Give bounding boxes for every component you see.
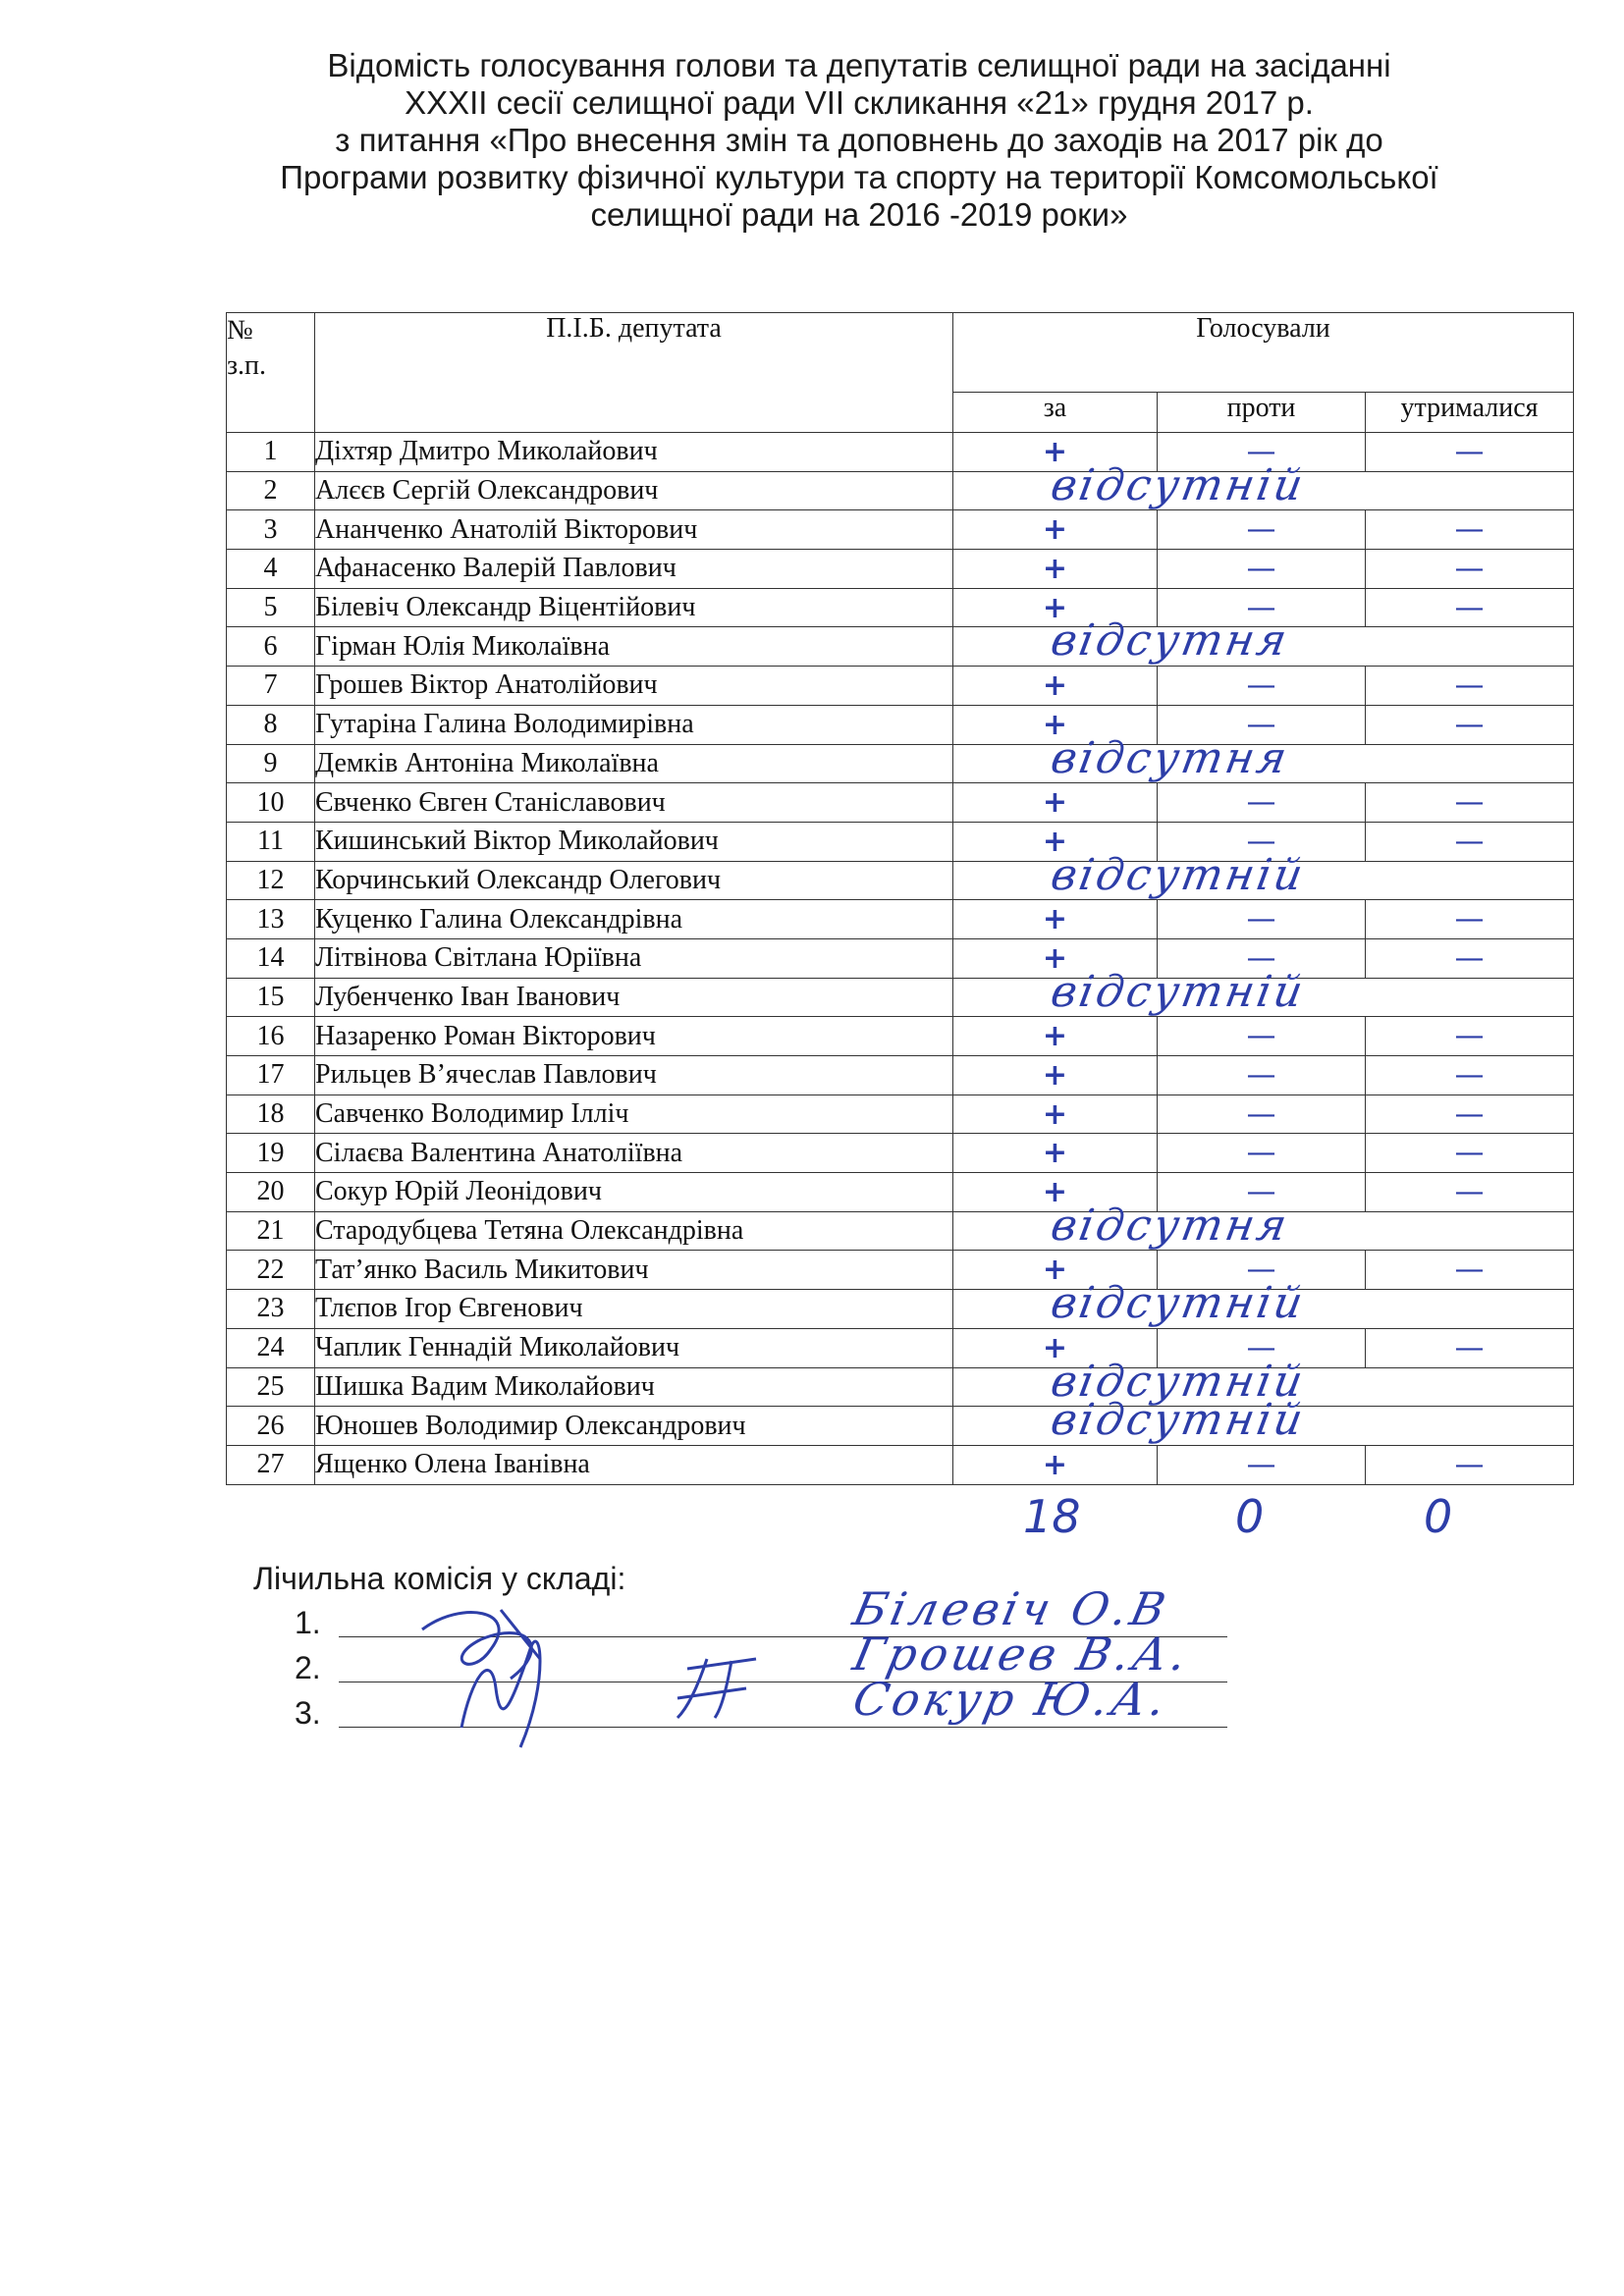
plus-mark: + bbox=[1042, 590, 1068, 625]
header-number-sign: № bbox=[227, 315, 253, 346]
table-row bbox=[227, 978, 1574, 1017]
deputy-name: Чаплик Геннадій Миколайович bbox=[315, 1328, 953, 1367]
plus-mark: + bbox=[1042, 1096, 1068, 1132]
row-number: 22 bbox=[227, 1251, 315, 1290]
table-row bbox=[227, 938, 1574, 978]
absent-cell bbox=[953, 1278, 1574, 1329]
plus-mark: + bbox=[1042, 1057, 1068, 1093]
vote-abstained bbox=[1366, 783, 1574, 823]
dash-mark: — bbox=[1246, 1253, 1276, 1288]
deputy-name: Тлєпов Ігор Євгенович bbox=[315, 1290, 953, 1329]
header-name: П.І.Б. депутата bbox=[315, 313, 953, 433]
row-number: 18 bbox=[227, 1095, 315, 1134]
table-row bbox=[227, 510, 1574, 550]
title-line: Відомість голосування голови та депутатів селищної ради на засіданні bbox=[327, 47, 1391, 83]
signature-number: 2. bbox=[295, 1650, 321, 1685]
header-number bbox=[227, 313, 315, 433]
vote-against bbox=[1158, 550, 1366, 589]
row-number: 4 bbox=[227, 550, 315, 589]
dash-mark: — bbox=[1246, 590, 1276, 625]
vote-for bbox=[953, 667, 1158, 706]
title-line: XXXII сесії селищної ради VII скликання «21» грудня 2017 р. bbox=[405, 84, 1314, 121]
row-number: 12 bbox=[227, 861, 315, 900]
dash-mark: — bbox=[1454, 512, 1485, 548]
table-row bbox=[227, 822, 1574, 861]
table-row bbox=[227, 588, 1574, 627]
absent-note: відсутній bbox=[1047, 849, 1310, 900]
title-line: Програми розвитку фізичної культури та спорту на території Комсомольської bbox=[280, 159, 1438, 195]
row-number: 3 bbox=[227, 510, 315, 550]
vote-against bbox=[1158, 900, 1366, 939]
row-number: 15 bbox=[227, 978, 315, 1017]
dash-mark: — bbox=[1454, 667, 1485, 703]
vote-against bbox=[1158, 510, 1366, 550]
row-number: 20 bbox=[227, 1173, 315, 1212]
absent-note: відсутня bbox=[1047, 615, 1294, 667]
plus-mark: + bbox=[1042, 707, 1068, 742]
vote-against bbox=[1158, 1445, 1366, 1484]
row-number: 8 bbox=[227, 705, 315, 744]
dash-mark: — bbox=[1246, 902, 1276, 937]
vote-against bbox=[1158, 1056, 1366, 1095]
vote-against bbox=[1158, 1134, 1366, 1173]
absent-cell bbox=[953, 459, 1574, 510]
vote-for bbox=[953, 1134, 1158, 1173]
vote-abstained bbox=[1366, 588, 1574, 627]
row-number: 27 bbox=[227, 1445, 315, 1484]
plus-mark: + bbox=[1042, 667, 1068, 703]
deputy-name: Алєєв Сергій Олександрович bbox=[315, 471, 953, 510]
dash-mark: — bbox=[1246, 1330, 1276, 1365]
deputy-name: Рильцев В’ячеслав Павлович bbox=[315, 1056, 953, 1095]
dash-mark: — bbox=[1246, 785, 1276, 821]
total-against: 0 bbox=[1235, 1490, 1265, 1543]
dash-mark: — bbox=[1246, 551, 1276, 586]
dash-mark: — bbox=[1454, 785, 1485, 821]
deputy-name: Демків Антоніна Миколаївна bbox=[315, 744, 953, 783]
absent-cell bbox=[953, 1395, 1574, 1446]
deputy-name: Юношев Володимир Олександрович bbox=[315, 1407, 953, 1446]
dash-mark: — bbox=[1454, 707, 1485, 742]
dash-mark: — bbox=[1246, 1057, 1276, 1093]
vote-abstained bbox=[1366, 1173, 1574, 1212]
table-row bbox=[227, 1445, 1574, 1484]
deputy-name: Гірман Юлія Миколаївна bbox=[315, 627, 953, 667]
table-row bbox=[227, 471, 1574, 510]
absent-note: відсутній bbox=[1047, 459, 1310, 510]
deputy-name: Стародубцева Тетяна Олександрівна bbox=[315, 1211, 953, 1251]
plus-mark: + bbox=[1042, 512, 1068, 548]
deputy-name: Назаренко Роман Вікторович bbox=[315, 1017, 953, 1056]
table-row bbox=[227, 627, 1574, 667]
deputy-name: Шишка Вадим Миколайович bbox=[315, 1367, 953, 1407]
dash-mark: — bbox=[1246, 707, 1276, 742]
absent-note: відсутня bbox=[1047, 1200, 1294, 1251]
header-for: за bbox=[953, 393, 1158, 433]
absent-note: відсутня bbox=[1047, 732, 1294, 783]
table-row bbox=[227, 1173, 1574, 1212]
plus-mark: + bbox=[1042, 551, 1068, 586]
vote-for bbox=[953, 1056, 1158, 1095]
dash-mark: — bbox=[1246, 512, 1276, 548]
deputy-name: Куценко Галина Олександрівна bbox=[315, 900, 953, 939]
dash-mark: — bbox=[1454, 1136, 1485, 1171]
table-row bbox=[227, 1251, 1574, 1290]
vote-against bbox=[1158, 667, 1366, 706]
handwritten-signatures bbox=[403, 1590, 815, 1767]
signature-number: 3. bbox=[295, 1695, 321, 1731]
table-row bbox=[227, 1211, 1574, 1251]
absent-note: відсутній bbox=[1047, 1395, 1310, 1446]
dash-mark: — bbox=[1246, 1096, 1276, 1132]
deputy-name: Савченко Володимир Ілліч bbox=[315, 1095, 953, 1134]
row-number: 11 bbox=[227, 822, 315, 861]
table-row bbox=[227, 1328, 1574, 1367]
table-row bbox=[227, 900, 1574, 939]
header-number-abbr: з.п. bbox=[227, 350, 267, 381]
table-row bbox=[227, 433, 1574, 472]
signature-number: 1. bbox=[295, 1605, 321, 1640]
plus-mark: + bbox=[1042, 434, 1068, 469]
vote-abstained bbox=[1366, 1095, 1574, 1134]
dash-mark: — bbox=[1454, 902, 1485, 937]
vote-abstained bbox=[1366, 900, 1574, 939]
deputy-name: Тат’янко Василь Микитович bbox=[315, 1251, 953, 1290]
total-abstained: 0 bbox=[1424, 1490, 1453, 1543]
plus-mark: + bbox=[1042, 1136, 1068, 1171]
signer-name: Сокур Ю.А. bbox=[848, 1673, 1174, 1726]
dash-mark: — bbox=[1246, 940, 1276, 976]
vote-for bbox=[953, 1095, 1158, 1134]
row-number: 25 bbox=[227, 1367, 315, 1407]
dash-mark: — bbox=[1454, 1447, 1485, 1482]
row-number: 9 bbox=[227, 744, 315, 783]
row-number: 10 bbox=[227, 783, 315, 823]
deputy-name: Білевіч Олександр Віцентійович bbox=[315, 588, 953, 627]
deputy-name: Афанасенко Валерій Павлович bbox=[315, 550, 953, 589]
title-line: з питання «Про внесення змін та доповнень до заходів на 2017 рік до bbox=[335, 122, 1383, 158]
vote-abstained bbox=[1366, 550, 1574, 589]
vote-abstained bbox=[1366, 1251, 1574, 1290]
vote-abstained bbox=[1366, 938, 1574, 978]
row-number: 23 bbox=[227, 1290, 315, 1329]
dash-mark: — bbox=[1246, 1019, 1276, 1054]
vote-abstained bbox=[1366, 1328, 1574, 1367]
row-number: 6 bbox=[227, 627, 315, 667]
plus-mark: + bbox=[1042, 1253, 1068, 1288]
header-against: проти bbox=[1158, 393, 1366, 433]
vote-abstained bbox=[1366, 433, 1574, 472]
vote-for bbox=[953, 900, 1158, 939]
vote-for bbox=[953, 1017, 1158, 1056]
dash-mark: — bbox=[1454, 1174, 1485, 1209]
deputy-name: Євченко Євген Станіславович bbox=[315, 783, 953, 823]
table-row bbox=[227, 705, 1574, 744]
row-number: 14 bbox=[227, 938, 315, 978]
deputy-name: Лубенченко Іван Іванович bbox=[315, 978, 953, 1017]
table-row bbox=[227, 1367, 1574, 1407]
vote-abstained bbox=[1366, 1134, 1574, 1173]
document-title bbox=[216, 47, 1502, 234]
row-number: 1 bbox=[227, 433, 315, 472]
dash-mark: — bbox=[1454, 1057, 1485, 1093]
plus-mark: + bbox=[1042, 940, 1068, 976]
header-voted: Голосували bbox=[953, 313, 1574, 393]
row-number: 24 bbox=[227, 1328, 315, 1367]
table-row bbox=[227, 861, 1574, 900]
absent-note: відсутній bbox=[1047, 966, 1310, 1017]
absent-cell bbox=[953, 1200, 1574, 1251]
dash-mark: — bbox=[1454, 1253, 1485, 1288]
row-number: 17 bbox=[227, 1056, 315, 1095]
deputy-name: Ященко Олена Іванівна bbox=[315, 1445, 953, 1484]
plus-mark: + bbox=[1042, 902, 1068, 937]
row-number: 19 bbox=[227, 1134, 315, 1173]
deputy-name: Літвінова Світлана Юріївна bbox=[315, 938, 953, 978]
vote-abstained bbox=[1366, 1017, 1574, 1056]
absent-cell bbox=[953, 966, 1574, 1017]
row-number: 5 bbox=[227, 588, 315, 627]
table-row bbox=[227, 550, 1574, 589]
plus-mark: + bbox=[1042, 1330, 1068, 1365]
absent-note: відсутній bbox=[1047, 1356, 1310, 1407]
commission-label: Лічильна комісія у складі: bbox=[253, 1561, 626, 1596]
dash-mark: — bbox=[1246, 1447, 1276, 1482]
row-number: 21 bbox=[227, 1211, 315, 1251]
dash-mark: — bbox=[1246, 1174, 1276, 1209]
table-row bbox=[227, 783, 1574, 823]
table-row bbox=[227, 1407, 1574, 1446]
plus-mark: + bbox=[1042, 824, 1068, 859]
dash-mark: — bbox=[1246, 667, 1276, 703]
vote-abstained bbox=[1366, 667, 1574, 706]
deputy-name: Грошев Віктор Анатолійович bbox=[315, 667, 953, 706]
title-line: селищної ради на 2016 -2019 роки» bbox=[590, 196, 1128, 233]
dash-mark: — bbox=[1454, 434, 1485, 469]
deputy-name: Діхтяр Дмитро Миколайович bbox=[315, 433, 953, 472]
vote-abstained bbox=[1366, 1056, 1574, 1095]
absent-cell bbox=[953, 849, 1574, 900]
plus-mark: + bbox=[1042, 1174, 1068, 1209]
deputy-name: Корчинський Олександр Олегович bbox=[315, 861, 953, 900]
voting-table bbox=[226, 312, 1574, 1485]
table-row bbox=[227, 744, 1574, 783]
dash-mark: — bbox=[1454, 1019, 1485, 1054]
table-row bbox=[227, 1056, 1574, 1095]
signer-name: Білевіч О.В bbox=[848, 1582, 1174, 1635]
deputy-name: Сокур Юрій Леонідович bbox=[315, 1173, 953, 1212]
dash-mark: — bbox=[1246, 824, 1276, 859]
dash-mark: — bbox=[1246, 434, 1276, 469]
vote-for bbox=[953, 1445, 1158, 1484]
vote-against bbox=[1158, 1017, 1366, 1056]
row-number: 2 bbox=[227, 471, 315, 510]
vote-for bbox=[953, 550, 1158, 589]
table-body bbox=[227, 433, 1574, 1485]
table-row bbox=[227, 1134, 1574, 1173]
signer-name: Грошев В.А. bbox=[848, 1628, 1196, 1681]
dash-mark: — bbox=[1246, 1136, 1276, 1171]
dash-mark: — bbox=[1454, 551, 1485, 586]
plus-mark: + bbox=[1042, 785, 1068, 821]
plus-mark: + bbox=[1042, 1019, 1068, 1054]
vote-for bbox=[953, 783, 1158, 823]
vote-for bbox=[953, 510, 1158, 550]
plus-mark: + bbox=[1042, 1447, 1068, 1482]
vote-abstained bbox=[1366, 510, 1574, 550]
dash-mark: — bbox=[1454, 590, 1485, 625]
row-number: 7 bbox=[227, 667, 315, 706]
row-number: 26 bbox=[227, 1407, 315, 1446]
absent-cell bbox=[953, 615, 1574, 667]
table-row bbox=[227, 1095, 1574, 1134]
dash-mark: — bbox=[1454, 1096, 1485, 1132]
deputy-name: Кишинський Віктор Миколайович bbox=[315, 822, 953, 861]
vote-against bbox=[1158, 1095, 1366, 1134]
table-row bbox=[227, 1290, 1574, 1329]
table-row bbox=[227, 1017, 1574, 1056]
vote-abstained bbox=[1366, 1445, 1574, 1484]
vote-against bbox=[1158, 783, 1366, 823]
dash-mark: — bbox=[1454, 940, 1485, 976]
deputy-name: Сілаєва Валентина Анатоліївна bbox=[315, 1134, 953, 1173]
total-for: 18 bbox=[1023, 1490, 1081, 1543]
table-row bbox=[227, 667, 1574, 706]
vote-abstained bbox=[1366, 705, 1574, 744]
dash-mark: — bbox=[1454, 1330, 1485, 1365]
absent-cell bbox=[953, 732, 1574, 783]
signature-scribble-2 bbox=[461, 1641, 540, 1747]
signature-scribble-3 bbox=[677, 1659, 756, 1718]
vote-abstained bbox=[1366, 822, 1574, 861]
header-abstained: утрималися bbox=[1366, 393, 1574, 433]
row-number: 13 bbox=[227, 900, 315, 939]
dash-mark: — bbox=[1454, 824, 1485, 859]
absent-note: відсутній bbox=[1047, 1278, 1310, 1329]
deputy-name: Гутаріна Галина Володимирівна bbox=[315, 705, 953, 744]
deputy-name: Ананченко Анатолій Вікторович bbox=[315, 510, 953, 550]
row-number: 16 bbox=[227, 1017, 315, 1056]
